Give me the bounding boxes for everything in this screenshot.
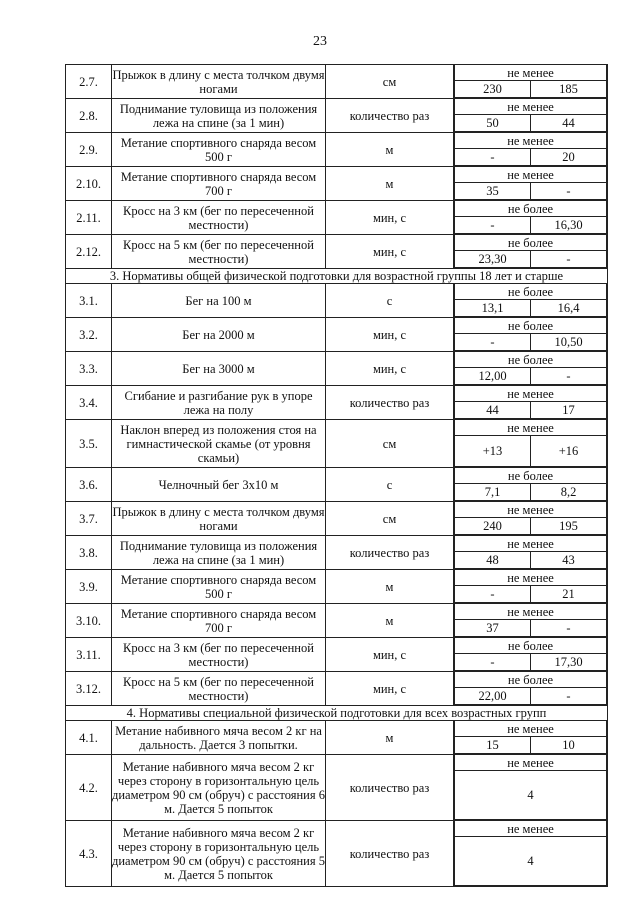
- row-number: 2.7.: [66, 65, 112, 99]
- value-cell: [454, 201, 608, 235]
- table-row: [66, 201, 608, 235]
- unit: мин, с: [326, 318, 454, 352]
- unit: мин, с: [326, 638, 454, 672]
- exercise-name: Наклон вперед из положения стоя на гимнастической скамье (от уровня скамьи): [112, 420, 326, 468]
- value-male: -: [455, 586, 531, 603]
- section-4-title: 4. Нормативы специальной физической подготовки для всех возрастных групп: [66, 706, 608, 721]
- value-grid: [454, 570, 607, 603]
- condition-label: не менее: [455, 604, 607, 620]
- exercise-name: Прыжок в длину с места толчком двумя ногами: [112, 502, 326, 536]
- section-4-header: [66, 706, 608, 721]
- value-grid: [454, 672, 607, 705]
- condition-label: не менее: [455, 536, 607, 552]
- condition-label: не более: [455, 672, 607, 688]
- exercise-name: Кросс на 3 км (бег по пересеченной местности): [112, 638, 326, 672]
- value-female: 43: [531, 552, 607, 569]
- value-grid: [454, 352, 607, 385]
- value-cell: [454, 65, 608, 99]
- table-row: [66, 133, 608, 167]
- value-cell: [454, 821, 608, 887]
- row-number: 2.12.: [66, 235, 112, 269]
- row-number: 3.3.: [66, 352, 112, 386]
- value-cell: [454, 235, 608, 269]
- condition-label: не менее: [455, 386, 607, 402]
- value-cell: [454, 318, 608, 352]
- condition-label: не менее: [455, 133, 607, 149]
- exercise-name: Бег на 2000 м: [112, 318, 326, 352]
- value-cell: [454, 468, 608, 502]
- table-row: [66, 235, 608, 269]
- row-number: 4.3.: [66, 821, 112, 887]
- value-male: 15: [455, 737, 531, 754]
- table-row: [66, 65, 608, 99]
- row-number: 3.10.: [66, 604, 112, 638]
- row-number: 3.1.: [66, 284, 112, 318]
- value-grid: [454, 65, 607, 98]
- value-grid: [454, 604, 607, 637]
- table-row: [66, 318, 608, 352]
- table-row: [66, 755, 608, 821]
- unit: см: [326, 65, 454, 99]
- value-female: 10,50: [531, 334, 607, 351]
- value-single: 4: [455, 837, 607, 886]
- value-male: -: [455, 217, 531, 234]
- table-row: [66, 352, 608, 386]
- value-male: 240: [455, 518, 531, 535]
- value-female: 185: [531, 81, 607, 98]
- row-number: 4.2.: [66, 755, 112, 821]
- value-female: 16,30: [531, 217, 607, 234]
- value-grid: [454, 468, 607, 501]
- condition-label: не менее: [455, 65, 607, 81]
- value-female: 17: [531, 402, 607, 419]
- value-grid: [454, 235, 607, 268]
- table-row: [66, 167, 608, 201]
- unit: с: [326, 284, 454, 318]
- unit: мин, с: [326, 201, 454, 235]
- table-row: [66, 284, 608, 318]
- value-male: 7,1: [455, 484, 531, 501]
- exercise-name: Метание спортивного снаряда весом 700 г: [112, 604, 326, 638]
- row-number: 2.9.: [66, 133, 112, 167]
- unit: м: [326, 604, 454, 638]
- value-female: -: [531, 251, 607, 268]
- unit: см: [326, 502, 454, 536]
- value-grid: [454, 536, 607, 569]
- value-grid: [454, 284, 607, 317]
- row-number: 3.8.: [66, 536, 112, 570]
- value-female: -: [531, 620, 607, 637]
- value-cell: [454, 604, 608, 638]
- value-male: 48: [455, 552, 531, 569]
- value-male: -: [455, 334, 531, 351]
- value-female: -: [531, 183, 607, 200]
- table-row: [66, 468, 608, 502]
- exercise-name: Кросс на 5 км (бег по пересеченной местности): [112, 672, 326, 706]
- value-grid: [454, 721, 607, 754]
- value-cell: [454, 133, 608, 167]
- value-cell: [454, 420, 608, 468]
- value-cell: [454, 502, 608, 536]
- value-female: 21: [531, 586, 607, 603]
- condition-label: не более: [455, 201, 607, 217]
- row-number: 2.10.: [66, 167, 112, 201]
- value-female: 20: [531, 149, 607, 166]
- row-number: 3.7.: [66, 502, 112, 536]
- table-row: [66, 672, 608, 706]
- unit: количество раз: [326, 821, 454, 887]
- exercise-name: Сгибание и разгибание рук в упоре лежа на полу: [112, 386, 326, 420]
- value-cell: [454, 167, 608, 201]
- value-grid: [454, 201, 607, 234]
- exercise-name: Поднимание туловища из положения лежа на спине (за 1 мин): [112, 99, 326, 133]
- section-3-title: 3. Нормативы общей физической подготовки для возрастной группы 18 лет и старше: [66, 269, 608, 284]
- exercise-name: Прыжок в длину с места толчком двумя ногами: [112, 65, 326, 99]
- exercise-name: Бег на 3000 м: [112, 352, 326, 386]
- exercise-name: Метание спортивного снаряда весом 500 г: [112, 133, 326, 167]
- value-grid: [454, 821, 607, 886]
- table-row: [66, 821, 608, 887]
- unit: мин, с: [326, 235, 454, 269]
- value-male: 12,00: [455, 368, 531, 385]
- condition-label: не менее: [455, 167, 607, 183]
- value-male: 37: [455, 620, 531, 637]
- value-male: 35: [455, 183, 531, 200]
- value-female: 10: [531, 737, 607, 754]
- value-female: 17,30: [531, 654, 607, 671]
- table-row: [66, 502, 608, 536]
- unit: количество раз: [326, 536, 454, 570]
- condition-label: не менее: [455, 755, 607, 771]
- condition-label: не менее: [455, 99, 607, 115]
- value-grid: [454, 386, 607, 419]
- unit: м: [326, 133, 454, 167]
- value-grid: [454, 99, 607, 132]
- exercise-name: Кросс на 5 км (бег по пересеченной местности): [112, 235, 326, 269]
- row-number: 3.11.: [66, 638, 112, 672]
- condition-label: не более: [455, 468, 607, 484]
- condition-label: не менее: [455, 420, 607, 436]
- row-number: 2.8.: [66, 99, 112, 133]
- condition-label: не более: [455, 352, 607, 368]
- table-row: [66, 420, 608, 468]
- condition-label: не более: [455, 235, 607, 251]
- row-number: 3.5.: [66, 420, 112, 468]
- value-female: +16: [531, 436, 607, 467]
- unit: количество раз: [326, 99, 454, 133]
- table-row: [66, 536, 608, 570]
- table-section-2: [66, 65, 608, 269]
- row-number: 3.6.: [66, 468, 112, 502]
- table-section-3: [66, 284, 608, 706]
- unit: мин, с: [326, 672, 454, 706]
- value-male: -: [455, 149, 531, 166]
- unit: мин, с: [326, 352, 454, 386]
- table-row: [66, 570, 608, 604]
- value-grid: [454, 420, 607, 467]
- condition-label: не более: [455, 284, 607, 300]
- value-cell: [454, 721, 608, 755]
- table-row: [66, 99, 608, 133]
- condition-label: не более: [455, 318, 607, 334]
- condition-label: не менее: [455, 570, 607, 586]
- value-female: 44: [531, 115, 607, 132]
- section-3-header: [66, 269, 608, 284]
- value-cell: [454, 638, 608, 672]
- value-female: 8,2: [531, 484, 607, 501]
- value-male: 50: [455, 115, 531, 132]
- value-cell: [454, 755, 608, 821]
- value-female: 195: [531, 518, 607, 535]
- value-male: 44: [455, 402, 531, 419]
- value-cell: [454, 99, 608, 133]
- value-grid: [454, 133, 607, 166]
- value-grid: [454, 502, 607, 535]
- unit: количество раз: [326, 386, 454, 420]
- value-male: -: [455, 654, 531, 671]
- row-number: 2.11.: [66, 201, 112, 235]
- norms-table: [65, 64, 608, 887]
- exercise-name: Метание спортивного снаряда весом 700 г: [112, 167, 326, 201]
- table-row: [66, 604, 608, 638]
- value-cell: [454, 284, 608, 318]
- exercise-name: Челночный бег 3х10 м: [112, 468, 326, 502]
- value-male: +13: [455, 436, 531, 467]
- exercise-name: Метание набивного мяча весом 2 кг через сторону в горизонтальную цель диаметром 90 см (обруч) с расстояния 6 м. Дается 5 попыток: [112, 755, 326, 821]
- condition-label: не менее: [455, 502, 607, 518]
- value-grid: [454, 638, 607, 671]
- exercise-name: Метание спортивного снаряда весом 500 г: [112, 570, 326, 604]
- value-cell: [454, 352, 608, 386]
- value-female: 16,4: [531, 300, 607, 317]
- row-number: 4.1.: [66, 721, 112, 755]
- row-number: 3.4.: [66, 386, 112, 420]
- value-cell: [454, 536, 608, 570]
- value-grid: [454, 755, 607, 820]
- exercise-name: Поднимание туловища из положения лежа на спине (за 1 мин): [112, 536, 326, 570]
- value-male: 230: [455, 81, 531, 98]
- table-row: [66, 386, 608, 420]
- exercise-name: Бег на 100 м: [112, 284, 326, 318]
- value-single: 4: [455, 771, 607, 820]
- exercise-name: Метание набивного мяча весом 2 кг на дальность. Дается 3 попытки.: [112, 721, 326, 755]
- exercise-name: Метание набивного мяча весом 2 кг через сторону в горизонтальную цель диаметром 90 см (обруч) с расстояния 5 м. Дается 5 попыток: [112, 821, 326, 887]
- unit: м: [326, 721, 454, 755]
- unit: м: [326, 167, 454, 201]
- row-number: 3.2.: [66, 318, 112, 352]
- value-cell: [454, 386, 608, 420]
- unit: количество раз: [326, 755, 454, 821]
- value-cell: [454, 672, 608, 706]
- condition-label: не менее: [455, 721, 607, 737]
- table-row: [66, 721, 608, 755]
- value-female: -: [531, 688, 607, 705]
- unit: с: [326, 468, 454, 502]
- table-row: [66, 638, 608, 672]
- value-female: -: [531, 368, 607, 385]
- unit: м: [326, 570, 454, 604]
- value-male: 13,1: [455, 300, 531, 317]
- value-grid: [454, 318, 607, 351]
- row-number: 3.12.: [66, 672, 112, 706]
- condition-label: не более: [455, 638, 607, 654]
- table-section-4: [66, 755, 608, 887]
- exercise-name: Кросс на 3 км (бег по пересеченной местности): [112, 201, 326, 235]
- table-row-4-1: [66, 721, 608, 755]
- page-number: 23: [313, 34, 327, 49]
- value-grid: [454, 167, 607, 200]
- row-number: 3.9.: [66, 570, 112, 604]
- value-male: 22,00: [455, 688, 531, 705]
- value-cell: [454, 570, 608, 604]
- unit: см: [326, 420, 454, 468]
- value-male: 23,30: [455, 251, 531, 268]
- condition-label: не менее: [455, 821, 607, 837]
